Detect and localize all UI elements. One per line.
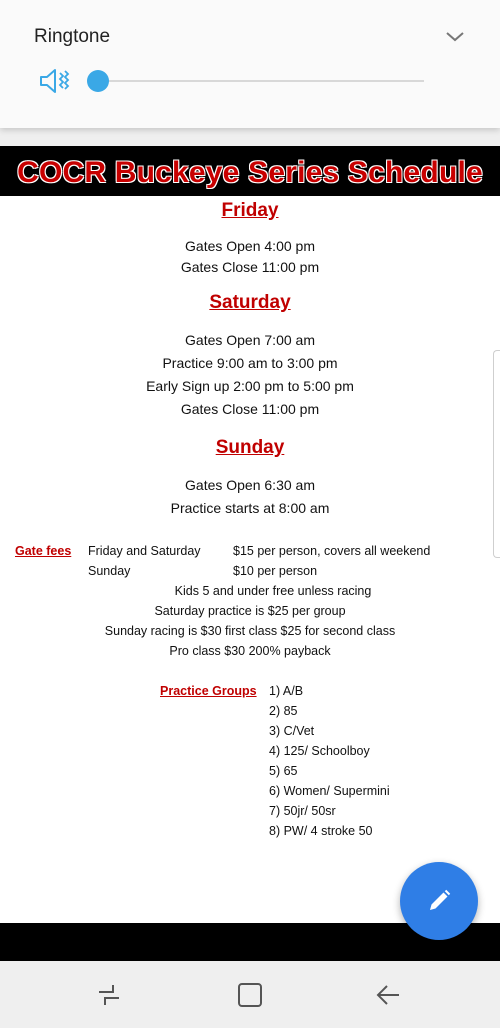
fee-note: Sunday racing is $30 first class $25 for second class	[104, 624, 396, 638]
gate-fees-label: Gate fees	[15, 544, 72, 558]
schedule-line: Gates Open 6:30 am	[185, 477, 315, 493]
schedule-line: Practice 9:00 am to 3:00 pm	[162, 355, 338, 371]
practice-group-item: 6) Women/ Supermini	[269, 784, 390, 798]
practice-group-item: 5) 65	[269, 764, 298, 778]
volume-panel	[0, 0, 500, 128]
home-icon[interactable]	[236, 981, 264, 1009]
schedule-line: Practice starts at 8:00 am	[170, 500, 330, 516]
recent-apps-icon[interactable]	[95, 981, 123, 1009]
day-heading-friday: Friday	[221, 200, 279, 221]
practice-group-item: 1) A/B	[269, 684, 304, 698]
edge-panel-handle[interactable]	[493, 350, 500, 558]
fee-note: Saturday practice is $25 per group	[154, 604, 346, 618]
chevron-down-icon[interactable]	[444, 26, 466, 48]
fee-who: Sunday	[88, 564, 131, 578]
volume-panel-title: Ringtone	[34, 26, 111, 47]
back-icon[interactable]	[375, 981, 403, 1009]
practice-group-item: 2) 85	[269, 704, 298, 718]
fee-note: Pro class $30 200% payback	[169, 644, 331, 658]
fee-who: Friday and Saturday	[88, 544, 201, 558]
schedule-document	[0, 146, 500, 936]
volume-slider-track[interactable]	[98, 80, 424, 82]
document-title: COCR Buckeye Series Schedule	[17, 156, 483, 189]
schedule-line: Early Sign up 2:00 pm to 5:00 pm	[146, 378, 354, 394]
fee-price: $10 per person	[233, 564, 318, 578]
panel-divider	[0, 128, 500, 146]
practice-group-item: 4) 125/ Schoolboy	[269, 744, 370, 758]
practice-group-item: 7) 50jr/ 50sr	[269, 804, 336, 818]
schedule-line: Gates Open 7:00 am	[185, 332, 315, 348]
volume-slider-thumb[interactable]	[87, 70, 109, 92]
schedule-line: Gates Open 4:00 pm	[185, 238, 315, 254]
schedule-line: Gates Close 11:00 pm	[180, 259, 320, 275]
title-banner	[0, 146, 500, 196]
practice-groups-label: Practice Groups	[160, 684, 257, 698]
schedule-line: Gates Close 11:00 pm	[180, 401, 320, 417]
day-heading-saturday: Saturday	[209, 292, 291, 313]
fee-price: $15 per person, covers all weekend	[233, 544, 431, 558]
practice-group-item: 8) PW/ 4 stroke 50	[269, 824, 373, 838]
edit-pencil-icon	[425, 887, 453, 915]
day-heading-sunday: Sunday	[215, 437, 285, 458]
fee-note: Kids 5 and under free unless racing	[174, 584, 372, 598]
edit-button[interactable]	[400, 862, 478, 940]
ringtone-mute-icon[interactable]	[38, 64, 72, 98]
practice-group-item: 3) C/Vet	[269, 724, 315, 738]
navigation-bar	[0, 961, 500, 1028]
